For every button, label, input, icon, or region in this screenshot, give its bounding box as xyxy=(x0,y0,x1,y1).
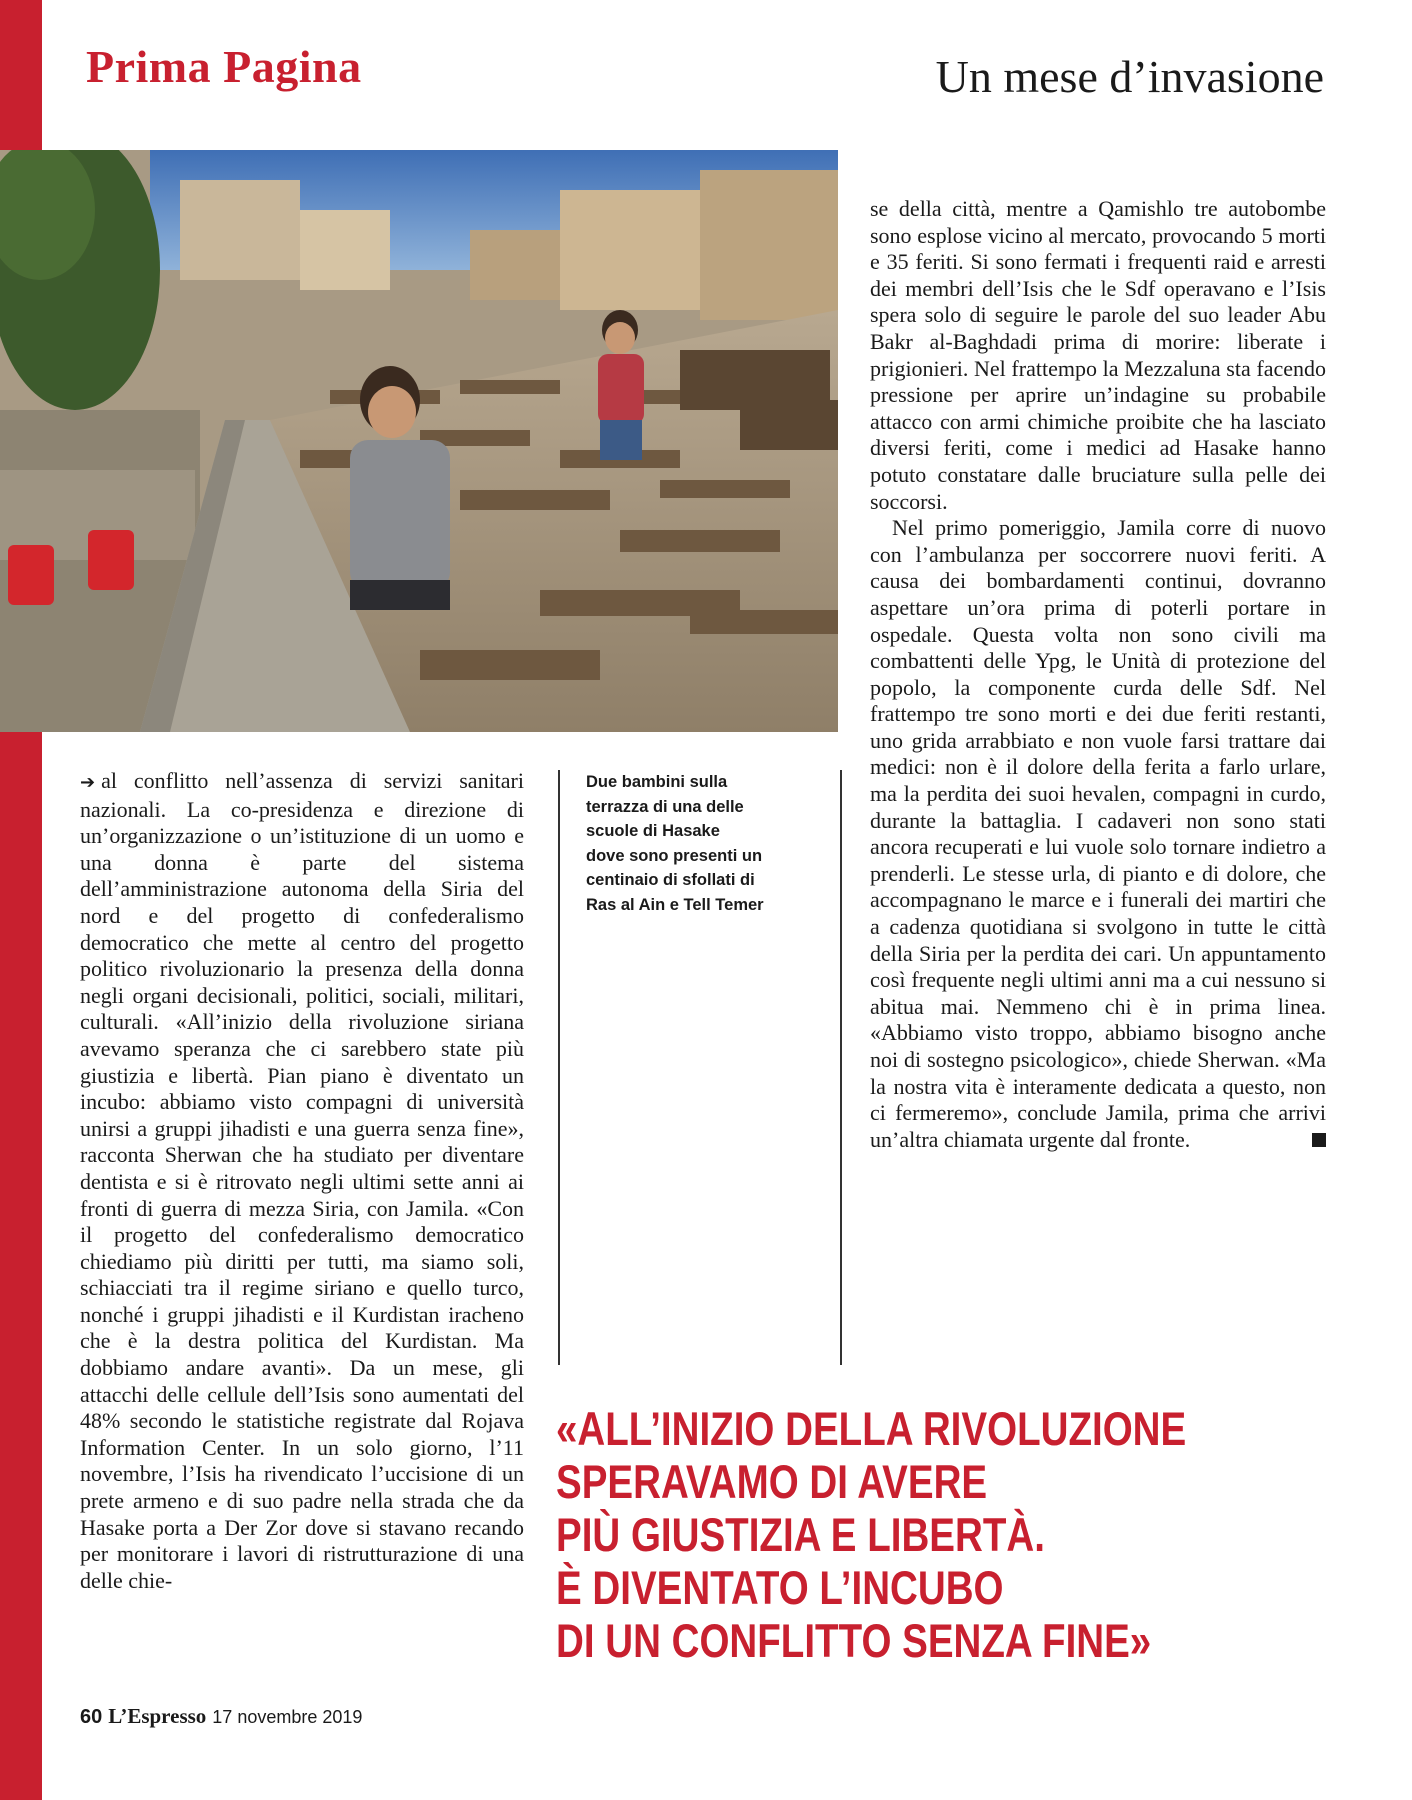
article-column-left xyxy=(80,768,524,1594)
page-headline: Un mese d’invasione xyxy=(935,51,1324,102)
photo-rooftop-children-desks-icon xyxy=(0,150,838,732)
caption-line: scuole di Hasake xyxy=(586,822,720,840)
pull-quote-line: SPERAVAMO DI AVERE xyxy=(556,1455,988,1508)
magazine-brand: L’Espresso xyxy=(108,1704,207,1728)
continuation-arrow-icon: ➔ xyxy=(80,772,96,793)
caption-line: terrazza di una delle xyxy=(586,797,744,816)
page-number: 60 xyxy=(80,1706,103,1728)
issue-date: 17 novembre 2019 xyxy=(212,1707,363,1727)
column-divider-right xyxy=(840,770,842,1365)
article-column-right xyxy=(870,196,1326,1153)
column-divider-left xyxy=(558,770,560,1365)
page-footer xyxy=(80,1704,362,1729)
pull-quote-line: PIÙ GIUSTIZIA E LIBERTÀ. xyxy=(556,1508,1045,1561)
right-paragraph-2 xyxy=(870,515,1326,1153)
right-paragraph-2-text: Nel primo pomeriggio, Jamila corre di nuovo con l’ambulanza per soccorrere nuovi feriti. A causa dei bombardamenti continui, dovranno aspettare un’ora prima di poterli portare in ospedale. Questa volta non sono civili ma combattenti delle Ypg, le Unità di protezione del popolo, la componente curda delle Sdf. Nel frattempo tre sono morti e dei due feriti restanti, uno grida arrabbiato e non vuole farsi trattare dai medici: non è il dolore della ferita a farlo urlare, ma la perdita dei suoi hevalen, compagni in curdo, durante la battaglia. I cadaveri non sono stati ancora recuperati e lui vuole solo tornare indietro a prenderli. Le stesse urla, di pianto e di dolore, che accompagnano le marce e i funerali dei martiri che a cadenza quotidiana si svolgono in tutte le città della Siria per la perdita dei cari. Un appuntamento così frequente negli ultimi anni ma a cui nessuno si abitua mai. Nemmeno chi è in prima linea. «Abbiamo visto troppo, abbiamo bisogno anche noi di sostegno psicologico», chiede Sherwan. «Ma la nostra vita è interamente dedicata a questo, non ci fermeremo», conclude Jamila, prima che arrivi un’altra chiamata urgente dal fronte. xyxy=(870,515,1326,1152)
caption-line: Ras al Ain e Tell Temer xyxy=(586,895,764,914)
left-paragraph-text: al conflitto nell’assenza di servizi sanitari nazionali. La co-presidenza e direzione di un’organizzazione o un’istituzione di un uomo e una donna è parte del sistema dell’amministrazione autonoma della Siria del nord e del progetto di confederalismo democratico che mette al centro del progetto politico rivoluzionario la presenza della donna negli organi decisionali, politici, sociali, militari, culturali. «All’inizio della rivoluzione siriana avevamo speranza che ci sarebbero state più giustizia e libertà. Pian piano è diventato un incubo: abbiamo visto compagni di università unirsi a gruppi jihadisti e una guerra senza fine», racconta Sherwan che ha studiato per diventare dentista e si è ritrovato negli ultimi sette anni ai fronti di guerra di mezza Siria, con Jamila. «Con il progetto del confederalismo democratico chiediamo più diritti per tutti, ma siamo soli, schiacciati tra il regime siriano e quello turco, nonché i gruppi jihadisti e il Kurdistan iracheno che è la destra politica del Kurdistan. Ma dobbiamo andare avanti». Da un mese, gli attacchi delle cellule dell’Isis sono aumentati del 48% secondo le statistiche registrate dal Rojava Information Center. In un solo giorno, l’11 novembre, l’Isis ha rivendicato l’uccisione di un prete armeno e di suo padre nella strada che da Hasake porta a Der Zor dove si stavano recando per monitorare i lavori di ristrutturazione di una delle chie- xyxy=(80,768,524,1593)
pull-quote xyxy=(556,1402,1212,1667)
section-title: Prima Pagina xyxy=(86,41,362,92)
pull-quote-line: «ALL’INIZIO DELLA RIVOLUZIONE xyxy=(556,1402,1187,1455)
photo-caption xyxy=(586,770,816,917)
right-paragraph-1: se della città, mentre a Qamishlo tre autobombe sono esplose vicino al mercato, provocando 5 morti e 35 feriti. Si sono fermati i frequenti raid e arresti dei membri dell’Isis che le Sdf operavano e l’Isis spera solo di seguire le parole del suo leader Abu Bakr al-Baghdadi prima di morire: liberate i prigionieri. Nel frattempo la Mezzaluna sta facendo pressione per aprire un’indagine su probabile attacco con armi chimiche proibite che ha lasciato diversi feriti, come i medici ad Hasake hanno potuto constatare dalle bruciature sulla pelle dei soccorsi. xyxy=(870,196,1326,514)
article-photo xyxy=(0,150,838,732)
caption-line: Due bambini sulla xyxy=(586,773,728,791)
end-of-article-icon xyxy=(1312,1133,1326,1147)
left-paragraph xyxy=(80,768,524,1594)
pull-quote-line: DI UN CONFLITTO SENZA FINE» xyxy=(556,1614,1152,1667)
caption-line: dove sono presenti un xyxy=(586,846,763,865)
pull-quote-line: È DIVENTATO L’INCUBO xyxy=(556,1561,1004,1614)
caption-line: centinaio di sfollati di xyxy=(586,871,755,889)
